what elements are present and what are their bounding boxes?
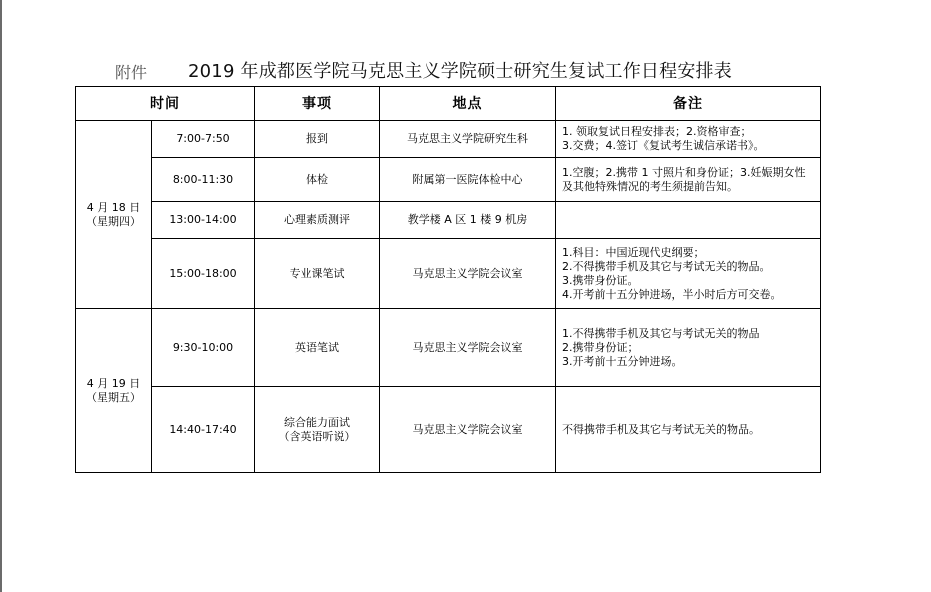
item-title: 综合能力面试 <box>284 415 350 429</box>
notes-cell <box>556 239 821 309</box>
col-header-time: 时间 <box>76 87 255 121</box>
item-cell: 专业课笔试 <box>255 239 380 309</box>
time-cell: 9:30-10:00 <box>152 309 255 387</box>
table-row <box>76 239 821 309</box>
note-line: 1.空腹；2.携带 1 寸照片和身份证；3.妊娠期女性及其他特殊情况的考生须提前告知。 <box>562 165 806 193</box>
notes-cell <box>556 387 821 473</box>
document-title: 2019 年成都医学院马克思主义学院硕士研究生复试工作日程安排表 <box>188 61 732 82</box>
item-cell: 体检 <box>255 158 380 202</box>
time-cell: 14:40-17:40 <box>152 387 255 473</box>
page-left-border <box>0 0 2 592</box>
note-line: 1. 领取复试日程安排表；2.资格审查； <box>562 125 752 138</box>
place-cell: 马克思主义学院会议室 <box>380 309 556 387</box>
item-cell: 心理素质测评 <box>255 202 380 239</box>
time-cell: 13:00-14:00 <box>152 202 255 239</box>
time-cell: 15:00-18:00 <box>152 239 255 309</box>
note-line: 3.开考前十五分钟进场。 <box>562 354 683 368</box>
item-cell <box>255 387 380 473</box>
note-line: 3.交费；4.签订《复试考生诚信承诺书》。 <box>562 139 765 152</box>
date-cell <box>76 121 152 309</box>
place-cell: 马克思主义学院会议室 <box>380 387 556 473</box>
schedule-table <box>75 86 821 473</box>
table-row <box>76 309 821 387</box>
document-header <box>0 54 931 86</box>
table-row <box>76 158 821 202</box>
col-header-notes: 备注 <box>556 87 821 121</box>
note-line: 不得携带手机及其它与考试无关的物品。 <box>562 422 760 436</box>
weekday-text: （星期四） <box>86 214 141 228</box>
date-cell <box>76 309 152 473</box>
note-line: 1.科目：中国近现代史纲要； <box>562 245 705 259</box>
place-cell: 附属第一医院体检中心 <box>380 158 556 202</box>
notes-cell <box>556 158 821 202</box>
table-row <box>76 387 821 473</box>
notes-cell <box>556 121 821 158</box>
col-header-item: 事项 <box>255 87 380 121</box>
place-cell: 马克思主义学院会议室 <box>380 239 556 309</box>
time-cell: 8:00-11:30 <box>152 158 255 202</box>
table-header-row <box>76 87 821 121</box>
place-cell: 教学楼 A 区 1 楼 9 机房 <box>380 202 556 239</box>
date-text: 4 月 19 日 <box>86 376 141 390</box>
note-line: 1.不得携带手机及其它与考试无关的物品 <box>562 326 760 340</box>
attachment-label: 附件 <box>115 63 148 82</box>
note-line: 3.携带身份证。 <box>562 273 639 287</box>
col-header-place: 地点 <box>380 87 556 121</box>
notes-cell <box>556 202 821 239</box>
table-row <box>76 121 821 158</box>
note-line: 2.不得携带手机及其它与考试无关的物品。 <box>562 259 771 273</box>
item-cell: 英语笔试 <box>255 309 380 387</box>
time-cell: 7:00-7:50 <box>152 121 255 158</box>
item-subtitle: （含英语听说） <box>278 429 356 443</box>
notes-cell <box>556 309 821 387</box>
place-cell: 马克思主义学院研究生科 <box>380 121 556 158</box>
item-cell: 报到 <box>255 121 380 158</box>
note-line: 4.开考前十五分钟进场，半小时后方可交卷。 <box>562 287 782 301</box>
date-text: 4 月 18 日 <box>86 200 141 214</box>
note-line: 2.携带身份证； <box>562 340 639 354</box>
table-row <box>76 202 821 239</box>
weekday-text: （星期五） <box>86 390 141 404</box>
